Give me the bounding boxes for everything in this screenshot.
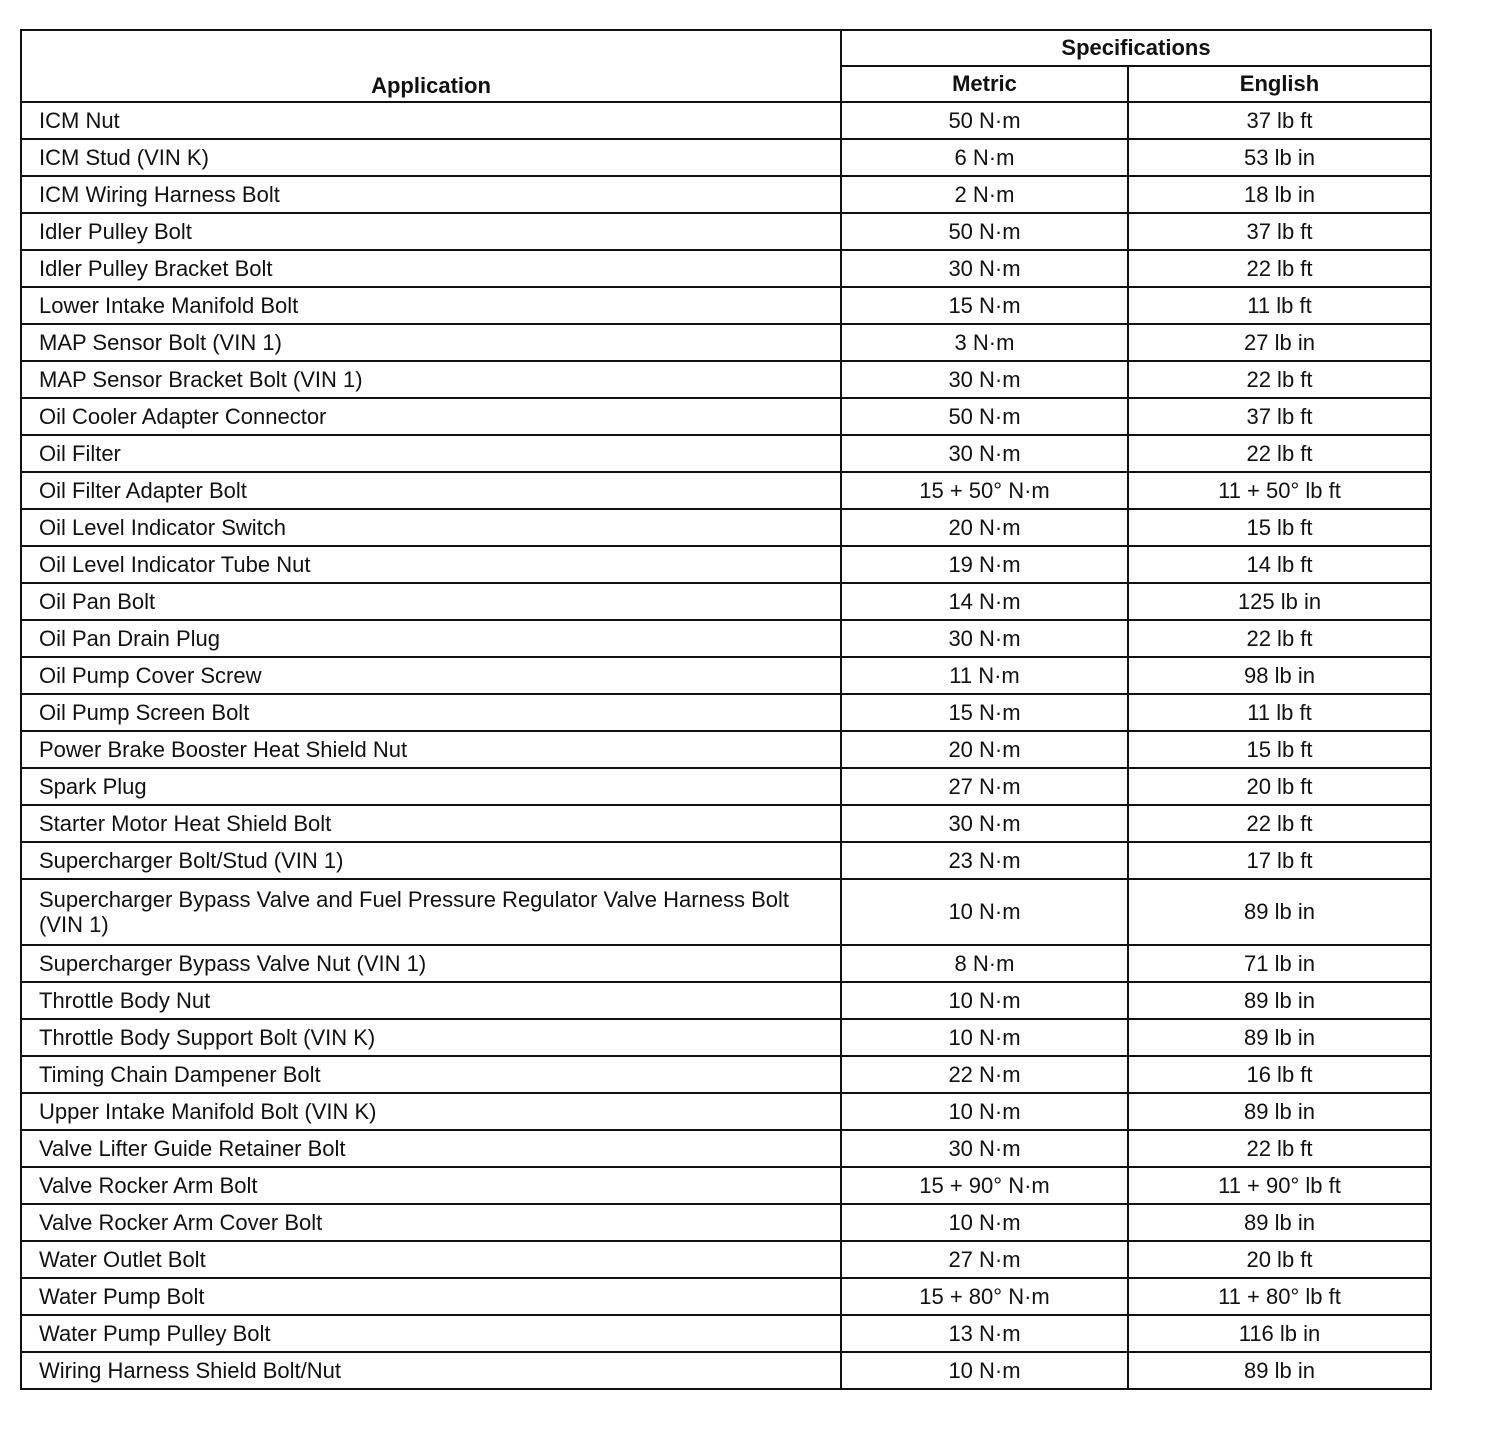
english-value-cell: 125 lb in bbox=[1128, 583, 1431, 620]
english-value-cell: 11 + 90° lb ft bbox=[1128, 1167, 1431, 1204]
english-value-cell: 53 lb in bbox=[1128, 139, 1431, 176]
table-row bbox=[21, 1130, 1431, 1167]
english-value-cell: 27 lb in bbox=[1128, 324, 1431, 361]
fastener-specifications-table bbox=[20, 29, 1432, 1390]
english-column-header: English bbox=[1128, 66, 1431, 102]
english-value-cell: 22 lb ft bbox=[1128, 250, 1431, 287]
metric-value-cell: 3 N·m bbox=[841, 324, 1128, 361]
application-cell: Throttle Body Nut bbox=[21, 982, 841, 1019]
application-cell: Lower Intake Manifold Bolt bbox=[21, 287, 841, 324]
metric-value-cell: 27 N·m bbox=[841, 768, 1128, 805]
metric-value-cell: 30 N·m bbox=[841, 620, 1128, 657]
specifications-group-header: Specifications bbox=[841, 30, 1431, 66]
english-value-cell: 89 lb in bbox=[1128, 1093, 1431, 1130]
application-cell: Supercharger Bypass Valve Nut (VIN 1) bbox=[21, 945, 841, 982]
english-value-cell: 98 lb in bbox=[1128, 657, 1431, 694]
application-cell: Wiring Harness Shield Bolt/Nut bbox=[21, 1352, 841, 1389]
table-row bbox=[21, 435, 1431, 472]
table-row bbox=[21, 1093, 1431, 1130]
table-header bbox=[21, 30, 1431, 102]
application-cell: Oil Level Indicator Switch bbox=[21, 509, 841, 546]
application-cell: Starter Motor Heat Shield Bolt bbox=[21, 805, 841, 842]
english-value-cell: 14 lb ft bbox=[1128, 546, 1431, 583]
application-cell: Supercharger Bolt/Stud (VIN 1) bbox=[21, 842, 841, 879]
english-value-cell: 20 lb ft bbox=[1128, 1241, 1431, 1278]
metric-value-cell: 10 N·m bbox=[841, 1019, 1128, 1056]
application-column-header: Application bbox=[21, 30, 841, 102]
application-cell: Supercharger Bypass Valve and Fuel Pressure Regulator Valve Harness Bolt (VIN 1) bbox=[21, 879, 841, 945]
table-row bbox=[21, 213, 1431, 250]
english-value-cell: 37 lb ft bbox=[1128, 398, 1431, 435]
metric-value-cell: 30 N·m bbox=[841, 361, 1128, 398]
application-cell: Oil Filter bbox=[21, 435, 841, 472]
english-value-cell: 37 lb ft bbox=[1128, 102, 1431, 139]
english-value-cell: 37 lb ft bbox=[1128, 213, 1431, 250]
table-row bbox=[21, 324, 1431, 361]
metric-value-cell: 50 N·m bbox=[841, 398, 1128, 435]
metric-value-cell: 30 N·m bbox=[841, 1130, 1128, 1167]
table-row bbox=[21, 982, 1431, 1019]
metric-value-cell: 15 + 90° N·m bbox=[841, 1167, 1128, 1204]
application-cell: Oil Filter Adapter Bolt bbox=[21, 472, 841, 509]
table-row bbox=[21, 1167, 1431, 1204]
table-row bbox=[21, 287, 1431, 324]
application-cell: Oil Cooler Adapter Connector bbox=[21, 398, 841, 435]
english-value-cell: 11 + 50° lb ft bbox=[1128, 472, 1431, 509]
application-cell: Spark Plug bbox=[21, 768, 841, 805]
metric-value-cell: 50 N·m bbox=[841, 213, 1128, 250]
english-value-cell: 116 lb in bbox=[1128, 1315, 1431, 1352]
application-cell: ICM Wiring Harness Bolt bbox=[21, 176, 841, 213]
application-cell: Timing Chain Dampener Bolt bbox=[21, 1056, 841, 1093]
english-value-cell: 11 + 80° lb ft bbox=[1128, 1278, 1431, 1315]
table-row bbox=[21, 805, 1431, 842]
application-cell: Throttle Body Support Bolt (VIN K) bbox=[21, 1019, 841, 1056]
application-cell: Idler Pulley Bolt bbox=[21, 213, 841, 250]
table-row bbox=[21, 176, 1431, 213]
metric-value-cell: 15 N·m bbox=[841, 287, 1128, 324]
english-value-cell: 11 lb ft bbox=[1128, 694, 1431, 731]
metric-value-cell: 20 N·m bbox=[841, 731, 1128, 768]
metric-value-cell: 10 N·m bbox=[841, 982, 1128, 1019]
english-value-cell: 22 lb ft bbox=[1128, 361, 1431, 398]
english-value-cell: 15 lb ft bbox=[1128, 509, 1431, 546]
english-value-cell: 11 lb ft bbox=[1128, 287, 1431, 324]
application-cell: Water Pump Bolt bbox=[21, 1278, 841, 1315]
application-cell: Power Brake Booster Heat Shield Nut bbox=[21, 731, 841, 768]
table-row bbox=[21, 139, 1431, 176]
table-row bbox=[21, 583, 1431, 620]
metric-value-cell: 30 N·m bbox=[841, 435, 1128, 472]
english-value-cell: 15 lb ft bbox=[1128, 731, 1431, 768]
english-value-cell: 16 lb ft bbox=[1128, 1056, 1431, 1093]
metric-value-cell: 10 N·m bbox=[841, 879, 1128, 945]
english-value-cell: 18 lb in bbox=[1128, 176, 1431, 213]
table-row bbox=[21, 620, 1431, 657]
table-row bbox=[21, 509, 1431, 546]
metric-value-cell: 20 N·m bbox=[841, 509, 1128, 546]
metric-value-cell: 14 N·m bbox=[841, 583, 1128, 620]
english-value-cell: 22 lb ft bbox=[1128, 805, 1431, 842]
metric-value-cell: 30 N·m bbox=[841, 805, 1128, 842]
english-value-cell: 71 lb in bbox=[1128, 945, 1431, 982]
application-cell: MAP Sensor Bolt (VIN 1) bbox=[21, 324, 841, 361]
metric-value-cell: 6 N·m bbox=[841, 139, 1128, 176]
table-row bbox=[21, 398, 1431, 435]
metric-value-cell: 30 N·m bbox=[841, 250, 1128, 287]
application-cell: ICM Stud (VIN K) bbox=[21, 139, 841, 176]
english-value-cell: 20 lb ft bbox=[1128, 768, 1431, 805]
application-cell: Water Outlet Bolt bbox=[21, 1241, 841, 1278]
application-cell: Valve Lifter Guide Retainer Bolt bbox=[21, 1130, 841, 1167]
table-row bbox=[21, 1204, 1431, 1241]
english-value-cell: 89 lb in bbox=[1128, 982, 1431, 1019]
metric-value-cell: 19 N·m bbox=[841, 546, 1128, 583]
table-row bbox=[21, 731, 1431, 768]
table-row bbox=[21, 546, 1431, 583]
application-cell: Oil Pan Bolt bbox=[21, 583, 841, 620]
metric-value-cell: 15 N·m bbox=[841, 694, 1128, 731]
table-row bbox=[21, 472, 1431, 509]
english-value-cell: 89 lb in bbox=[1128, 1352, 1431, 1389]
application-cell: Valve Rocker Arm Bolt bbox=[21, 1167, 841, 1204]
application-cell: Oil Pan Drain Plug bbox=[21, 620, 841, 657]
english-value-cell: 89 lb in bbox=[1128, 1019, 1431, 1056]
application-cell: Idler Pulley Bracket Bolt bbox=[21, 250, 841, 287]
metric-value-cell: 22 N·m bbox=[841, 1056, 1128, 1093]
english-value-cell: 22 lb ft bbox=[1128, 620, 1431, 657]
table-row bbox=[21, 694, 1431, 731]
table-row bbox=[21, 879, 1431, 945]
table-row bbox=[21, 250, 1431, 287]
application-cell: ICM Nut bbox=[21, 102, 841, 139]
application-cell: Oil Pump Screen Bolt bbox=[21, 694, 841, 731]
metric-value-cell: 15 + 50° N·m bbox=[841, 472, 1128, 509]
application-cell: MAP Sensor Bracket Bolt (VIN 1) bbox=[21, 361, 841, 398]
table-row bbox=[21, 1352, 1431, 1389]
english-value-cell: 89 lb in bbox=[1128, 879, 1431, 945]
application-cell: Upper Intake Manifold Bolt (VIN K) bbox=[21, 1093, 841, 1130]
metric-value-cell: 15 + 80° N·m bbox=[841, 1278, 1128, 1315]
table-row bbox=[21, 1278, 1431, 1315]
metric-value-cell: 8 N·m bbox=[841, 945, 1128, 982]
english-value-cell: 22 lb ft bbox=[1128, 1130, 1431, 1167]
english-value-cell: 17 lb ft bbox=[1128, 842, 1431, 879]
table-row bbox=[21, 657, 1431, 694]
metric-value-cell: 27 N·m bbox=[841, 1241, 1128, 1278]
table-row bbox=[21, 1056, 1431, 1093]
metric-value-cell: 50 N·m bbox=[841, 102, 1128, 139]
header-row-top bbox=[21, 30, 1431, 66]
application-cell: Valve Rocker Arm Cover Bolt bbox=[21, 1204, 841, 1241]
metric-value-cell: 10 N·m bbox=[841, 1093, 1128, 1130]
english-value-cell: 22 lb ft bbox=[1128, 435, 1431, 472]
application-cell: Water Pump Pulley Bolt bbox=[21, 1315, 841, 1352]
metric-value-cell: 23 N·m bbox=[841, 842, 1128, 879]
application-cell: Oil Level Indicator Tube Nut bbox=[21, 546, 841, 583]
metric-value-cell: 10 N·m bbox=[841, 1352, 1128, 1389]
table-row bbox=[21, 945, 1431, 982]
metric-value-cell: 10 N·m bbox=[841, 1204, 1128, 1241]
table-row bbox=[21, 1241, 1431, 1278]
table-row bbox=[21, 361, 1431, 398]
english-value-cell: 89 lb in bbox=[1128, 1204, 1431, 1241]
application-cell: Oil Pump Cover Screw bbox=[21, 657, 841, 694]
table-row bbox=[21, 1315, 1431, 1352]
metric-value-cell: 13 N·m bbox=[841, 1315, 1128, 1352]
table-row bbox=[21, 842, 1431, 879]
table-row bbox=[21, 1019, 1431, 1056]
table-body bbox=[21, 102, 1431, 1389]
metric-value-cell: 11 N·m bbox=[841, 657, 1128, 694]
metric-column-header: Metric bbox=[841, 66, 1128, 102]
metric-value-cell: 2 N·m bbox=[841, 176, 1128, 213]
table-row bbox=[21, 768, 1431, 805]
table-row bbox=[21, 102, 1431, 139]
